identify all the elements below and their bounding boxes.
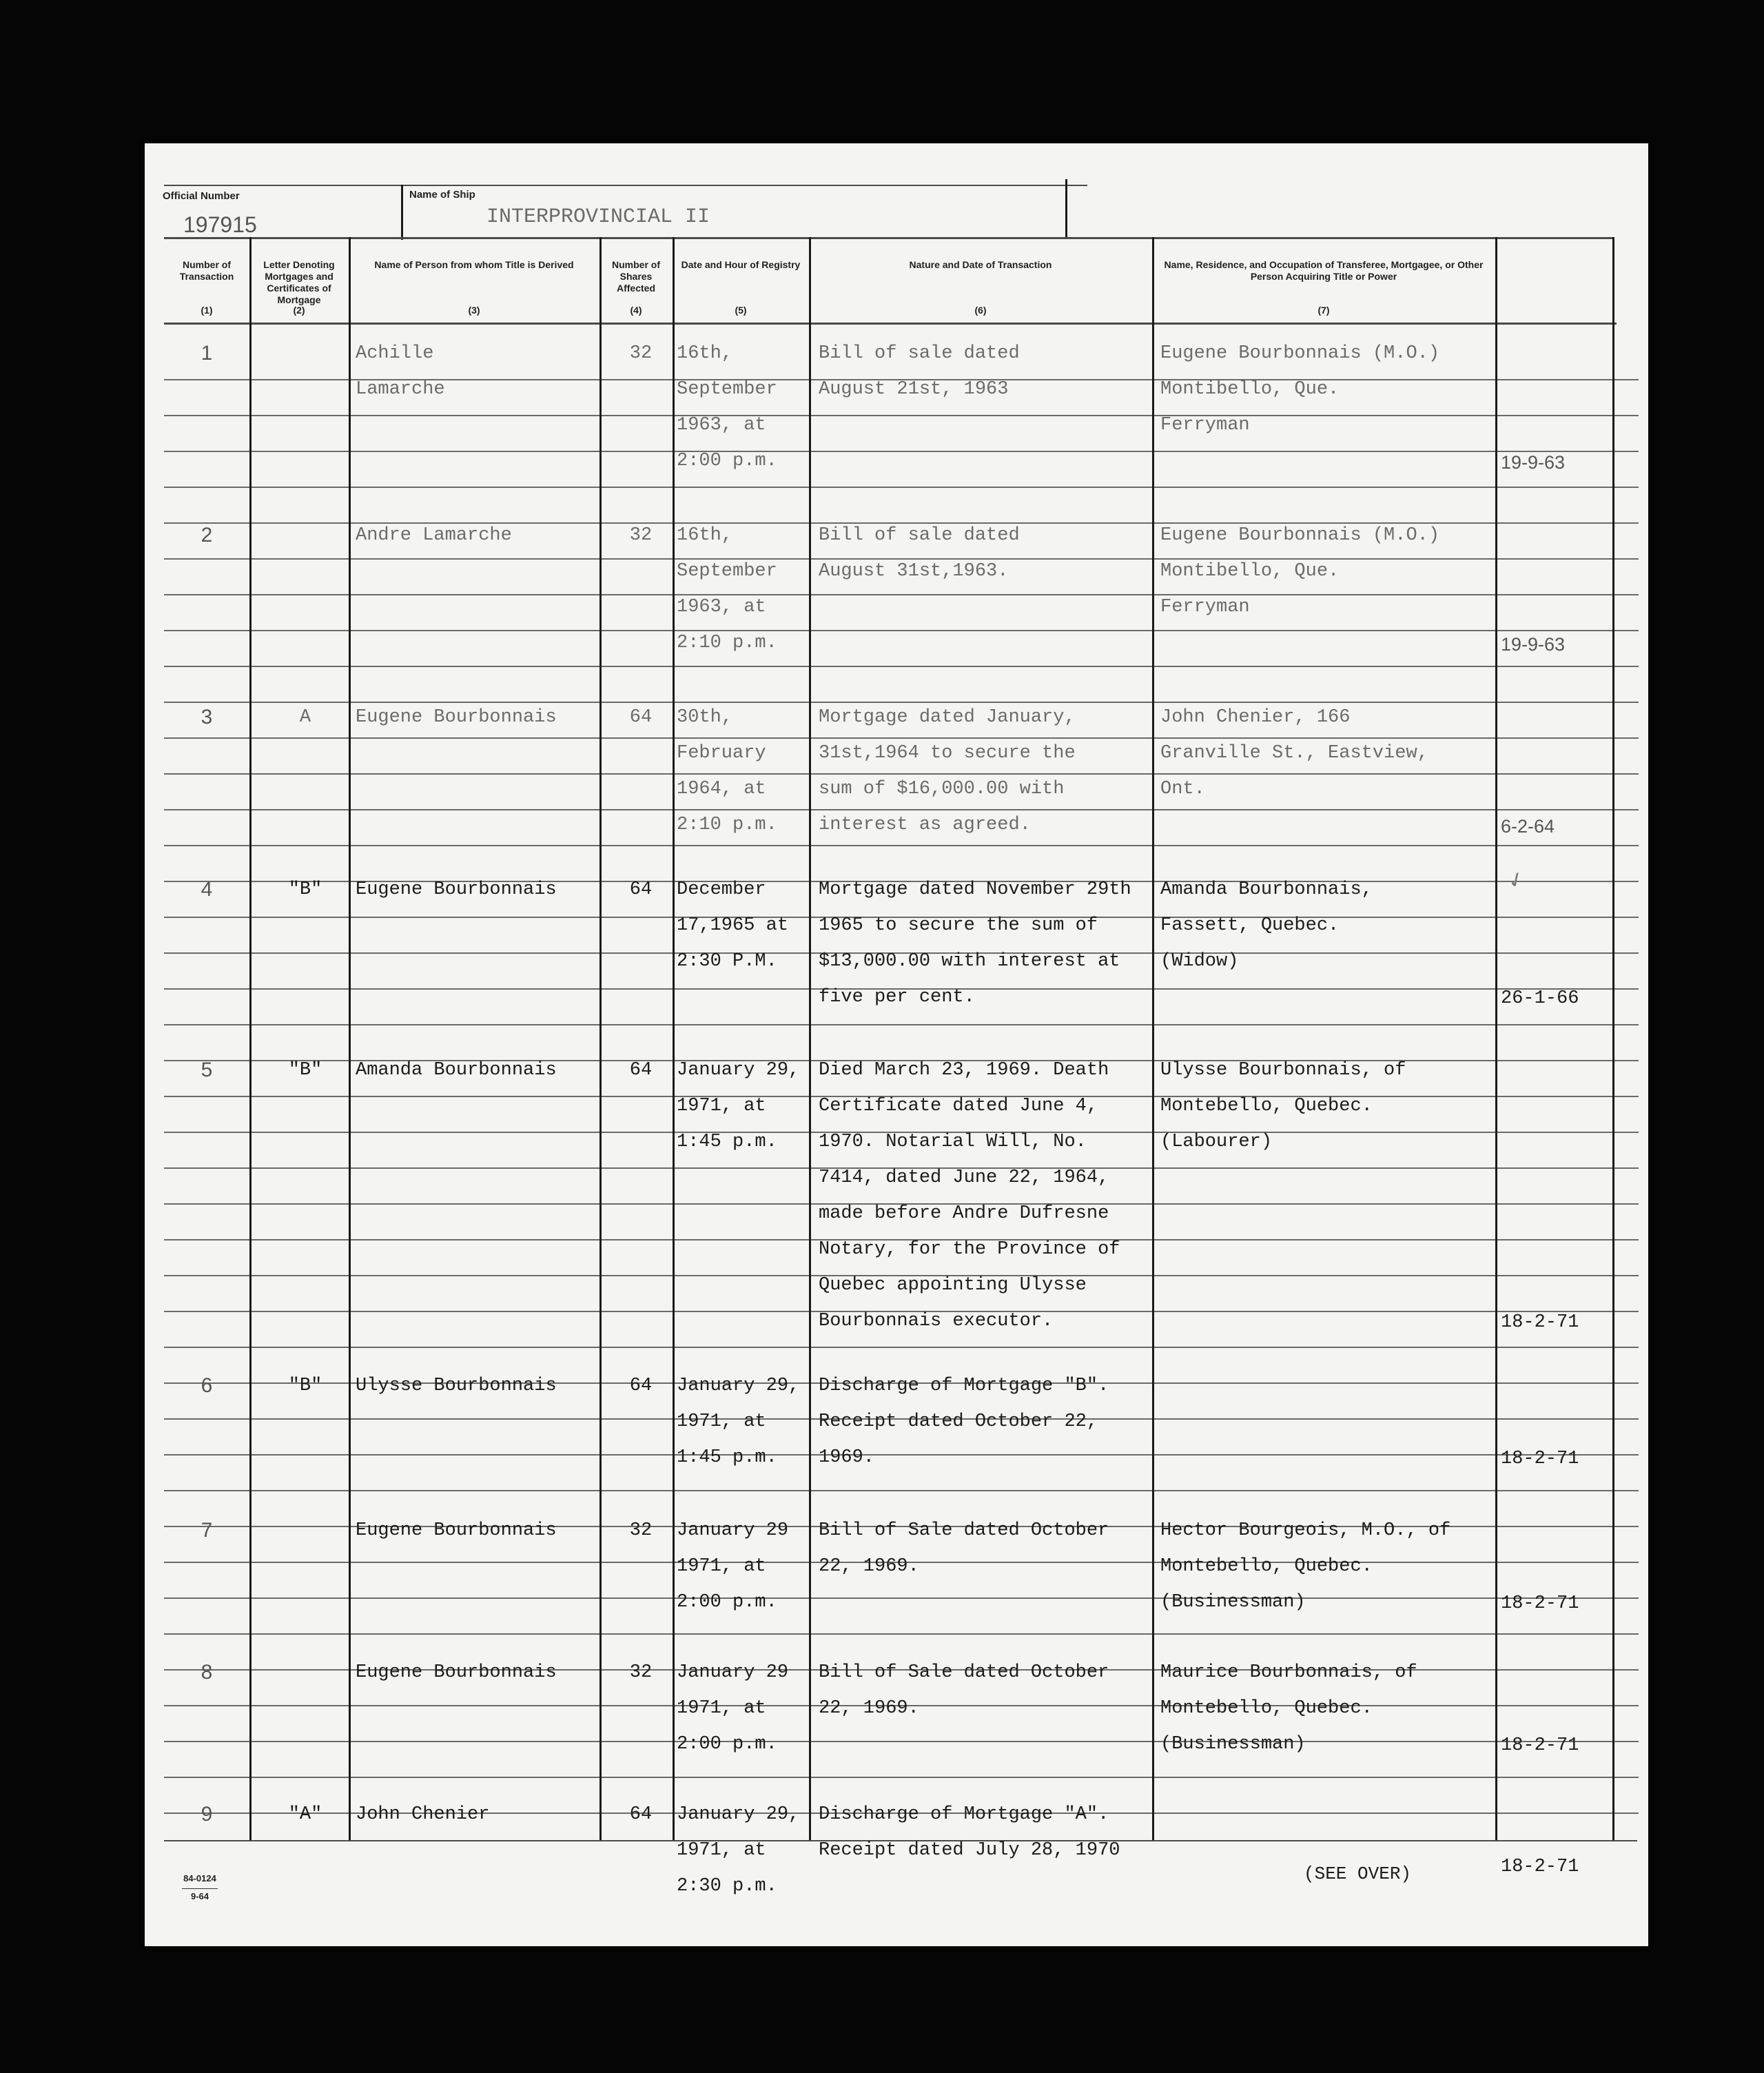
acquirer-line: John Chenier, 166 [1160, 707, 1351, 728]
shares-affected: 32 [629, 343, 653, 364]
column-header-3: Name of Person from whom Title is Derived [374, 259, 574, 270]
ruled-line [164, 1490, 1639, 1491]
ruled-line [164, 522, 1639, 524]
acquirer-line: Montibello, Que. [1160, 561, 1340, 582]
nature-line: Discharge of Mortgage "A". [819, 1804, 1109, 1825]
acquirer-line: Hector Bourgeois, M.O., of [1160, 1520, 1451, 1541]
nature-line: $13,000.00 with interest at [819, 951, 1120, 972]
registry-line: 1971, at [677, 1698, 766, 1719]
columns-top-line [164, 237, 1612, 239]
closed-date: 18-2-71 [1501, 1312, 1579, 1333]
registry-line: September [677, 379, 777, 400]
nature-line: Quebec appointing Ulysse [819, 1275, 1087, 1296]
closed-date: 18-2-71 [1501, 1593, 1579, 1614]
acquirer-line: Amanda Bourbonnais, [1160, 879, 1373, 900]
closed-date: 18-2-71 [1501, 1449, 1579, 1469]
column-divider-4 [673, 237, 675, 1840]
nature-line: Notary, for the Province of [819, 1239, 1120, 1260]
closed-date: 26-1-66 [1501, 988, 1579, 1009]
closed-date: 18-2-71 [1501, 1857, 1579, 1877]
acquirer-line: Ferryman [1160, 415, 1250, 436]
column-number-4: (4) [630, 305, 642, 316]
registry-line: February [677, 743, 766, 764]
column-header-7: Name, Residence, and Occupation of Transferee, Mortgagee, or Other Person Acquiring Title or Power [1164, 259, 1484, 282]
header-top-line [164, 185, 1087, 186]
registry-line: 2:30 p.m. [677, 1876, 777, 1897]
nature-line: Bill of Sale dated October [819, 1520, 1109, 1541]
registry-line: January 29, [677, 1060, 800, 1081]
ruled-line [164, 1633, 1639, 1635]
official-number-label: Official Number [163, 190, 240, 202]
title-from-line: Eugene Bourbonnais [356, 1662, 557, 1683]
title-from-line: Ulysse Bourbonnais [356, 1376, 557, 1396]
ruled-line [164, 630, 1639, 631]
ship-box-right [1065, 179, 1067, 237]
nature-line: 1969. [819, 1447, 875, 1468]
transaction-number: 8 [201, 1661, 213, 1684]
registry-line: 1971, at [677, 1556, 766, 1577]
ruled-line [164, 666, 1639, 667]
acquirer-line: Eugene Bourbonnais (M.O.) [1160, 343, 1440, 364]
column-number-1: (1) [201, 305, 213, 316]
column-divider-5 [809, 237, 811, 1840]
nature-line: Bill of sale dated [819, 343, 1020, 364]
title-from-line: Eugene Bourbonnais [356, 879, 557, 900]
form-code: 84-0124 [183, 1873, 216, 1883]
nature-line: sum of $16,000.00 with [819, 779, 1065, 799]
registry-line: 1971, at [677, 1096, 766, 1116]
nature-line: interest as agreed. [819, 815, 1031, 835]
nature-line: August 31st,1963. [819, 561, 1009, 582]
shares-affected: 32 [629, 1662, 653, 1683]
check-mark: ✓ [1504, 866, 1529, 895]
column-divider-7 [1495, 237, 1497, 1840]
title-from-line: John Chenier [356, 1804, 490, 1825]
title-from-line: Achille [356, 343, 434, 364]
acquirer-line: Montebello, Quebec. [1160, 1556, 1373, 1577]
shares-affected: 32 [629, 1520, 653, 1541]
registry-line: 2:10 p.m. [677, 815, 777, 835]
ruled-line [164, 737, 1639, 739]
ruled-line [164, 415, 1639, 416]
registry-line: January 29, [677, 1376, 800, 1396]
column-divider-8 [1612, 237, 1614, 1840]
shares-affected: 64 [629, 1060, 653, 1081]
column-header-1: Number of Transaction [179, 259, 234, 282]
ship-name-label: Name of Ship [409, 189, 475, 201]
ruled-line [164, 845, 1639, 846]
ruled-line [164, 1741, 1639, 1742]
acquirer-line: (Widow) [1160, 951, 1239, 972]
registry-line: September [677, 561, 777, 582]
nature-line: Died March 23, 1969. Death [819, 1060, 1109, 1081]
registry-line: 16th, [677, 525, 733, 546]
registry-line: January 29 [677, 1662, 789, 1683]
column-header-2: Letter Denoting Mortgages and Certificates of Mortgage [263, 259, 335, 305]
acquirer-line: Granville St., Eastview, [1160, 743, 1428, 764]
registry-line: January 29 [677, 1520, 789, 1541]
title-from-line: Andre Lamarche [356, 525, 512, 546]
shares-affected: 32 [629, 525, 653, 546]
nature-line: Bill of Sale dated October [819, 1662, 1109, 1683]
registry-line: 17,1965 at [677, 915, 789, 936]
registry-line: 1:45 p.m. [677, 1447, 777, 1468]
registry-line: 1963, at [677, 597, 766, 617]
registry-line: 16th, [677, 343, 733, 364]
ruled-line [164, 1777, 1639, 1778]
registry-line: 1963, at [677, 415, 766, 436]
nature-line: Receipt dated October 22, [819, 1411, 1098, 1432]
ruled-line [164, 487, 1639, 488]
column-number-5: (5) [735, 305, 747, 316]
transaction-number: 4 [201, 878, 213, 901]
ruled-line [164, 773, 1639, 775]
nature-line: Certificate dated June 4, [819, 1096, 1098, 1116]
nature-line: Mortgage dated November 29th [819, 879, 1131, 900]
transaction-number: 2 [201, 524, 213, 547]
registry-line: 2:00 p.m. [677, 451, 777, 471]
registry-line: January 29, [677, 1804, 800, 1825]
column-header-6: Nature and Date of Transaction [909, 259, 1052, 270]
transaction-number: 5 [201, 1059, 213, 1081]
closed-date: 19-9-63 [1501, 634, 1566, 655]
acquirer-line: Montebello, Quebec. [1160, 1096, 1373, 1116]
title-from-line: Lamarche [356, 379, 445, 400]
nature-line: 22, 1969. [819, 1556, 919, 1577]
registry-line: 1:45 p.m. [677, 1132, 777, 1152]
registry-line: 2:10 p.m. [677, 633, 777, 653]
ruled-line [164, 809, 1639, 810]
shares-affected: 64 [629, 1376, 653, 1396]
registry-line: 2:00 p.m. [677, 1734, 777, 1755]
acquirer-line: Maurice Bourbonnais, of [1160, 1662, 1417, 1683]
acquirer-line: Ferryman [1160, 597, 1250, 617]
column-number-2: (2) [293, 305, 305, 316]
ship-box-left [401, 185, 403, 240]
mortgage-letter: "B" [288, 1376, 322, 1396]
closed-date: 18-2-71 [1501, 1735, 1579, 1756]
acquirer-line: (Labourer) [1160, 1132, 1273, 1152]
ruled-line [164, 1347, 1639, 1348]
nature-line: Discharge of Mortgage "B". [819, 1376, 1109, 1396]
title-from-line: Eugene Bourbonnais [356, 1520, 557, 1541]
register-page [145, 143, 1648, 1946]
mortgage-letter: "B" [288, 879, 322, 900]
shares-affected: 64 [629, 707, 653, 728]
shares-affected: 64 [629, 1804, 653, 1825]
nature-line: 22, 1969. [819, 1698, 919, 1719]
acquirer-line: Ulysse Bourbonnais, of [1160, 1060, 1406, 1081]
acquirer-line: (Businessman) [1160, 1592, 1306, 1613]
nature-line: Mortgage dated January, [819, 707, 1076, 728]
column-divider-6 [1152, 237, 1154, 1840]
mortgage-letter: "A" [288, 1804, 322, 1825]
mortgage-letter: A [299, 707, 311, 728]
nature-line: Bill of sale dated [819, 525, 1020, 546]
column-header-4: Number of Shares Affected [612, 259, 660, 294]
registry-line: 30th, [677, 707, 733, 728]
title-from-line: Eugene Bourbonnais [356, 707, 557, 728]
ruled-line [164, 1024, 1639, 1025]
ruled-line [164, 1454, 1639, 1456]
title-from-line: Amanda Bourbonnais [356, 1060, 557, 1081]
nature-line: 1970. Notarial Will, No. [819, 1132, 1087, 1152]
registry-line: 1971, at [677, 1840, 766, 1861]
registry-line: 1964, at [677, 779, 766, 799]
ruled-line [164, 558, 1639, 560]
official-number: 197915 [183, 212, 257, 237]
acquirer-line: Eugene Bourbonnais (M.O.) [1160, 525, 1440, 546]
form-date: 9-64 [190, 1891, 209, 1901]
column-number-3: (3) [468, 305, 480, 316]
ship-name: INTERPROVINCIAL II [486, 205, 710, 229]
registry-line: December [677, 879, 766, 900]
column-number-6: (6) [974, 305, 987, 316]
acquirer-line: Fassett, Quebec. [1160, 915, 1340, 936]
nature-line: Receipt dated July 28, 1970 [819, 1840, 1120, 1861]
nature-line: five per cent. [819, 987, 975, 1008]
nature-line: Bourbonnais executor. [819, 1311, 1054, 1331]
shares-affected: 64 [629, 879, 653, 900]
ruled-line [164, 1597, 1639, 1599]
column-divider-3 [599, 237, 602, 1840]
column-divider-2 [349, 237, 351, 1840]
acquirer-line: Montibello, Que. [1160, 379, 1340, 400]
transaction-number: 3 [201, 706, 213, 728]
acquirer-line: Ont. [1160, 779, 1205, 799]
registry-line: 2:00 p.m. [677, 1592, 777, 1613]
nature-line: made before Andre Dufresne [819, 1203, 1109, 1224]
acquirer-line: (Businessman) [1160, 1734, 1306, 1755]
registry-line: 2:30 P.M. [677, 951, 777, 972]
see-over-note: (SEE OVER) [1304, 1863, 1412, 1884]
registry-line: 1971, at [677, 1411, 766, 1432]
transaction-number: 7 [201, 1519, 213, 1542]
nature-line: 1965 to secure the sum of [819, 915, 1098, 936]
columns-header-bottom [164, 323, 1617, 325]
ruled-line [164, 594, 1639, 595]
nature-line: 7414, dated June 22, 1964, [819, 1167, 1109, 1188]
ruled-line [164, 451, 1639, 452]
transaction-number: 1 [201, 342, 213, 365]
column-header-5: Date and Hour of Registry [681, 259, 801, 270]
column-divider-1 [249, 237, 252, 1840]
closed-date: 19-9-63 [1501, 452, 1566, 473]
mortgage-letter: "B" [288, 1060, 322, 1081]
ruled-line [164, 702, 1639, 703]
nature-line: 31st,1964 to secure the [819, 743, 1076, 764]
form-code-rule [182, 1888, 218, 1889]
nature-line: August 21st, 1963 [819, 379, 1009, 400]
transaction-number: 9 [201, 1803, 213, 1826]
column-number-7: (7) [1317, 305, 1330, 316]
acquirer-line: Montebello, Quebec. [1160, 1698, 1373, 1719]
closed-date: 6-2-64 [1501, 816, 1555, 837]
transaction-number: 6 [201, 1374, 213, 1397]
